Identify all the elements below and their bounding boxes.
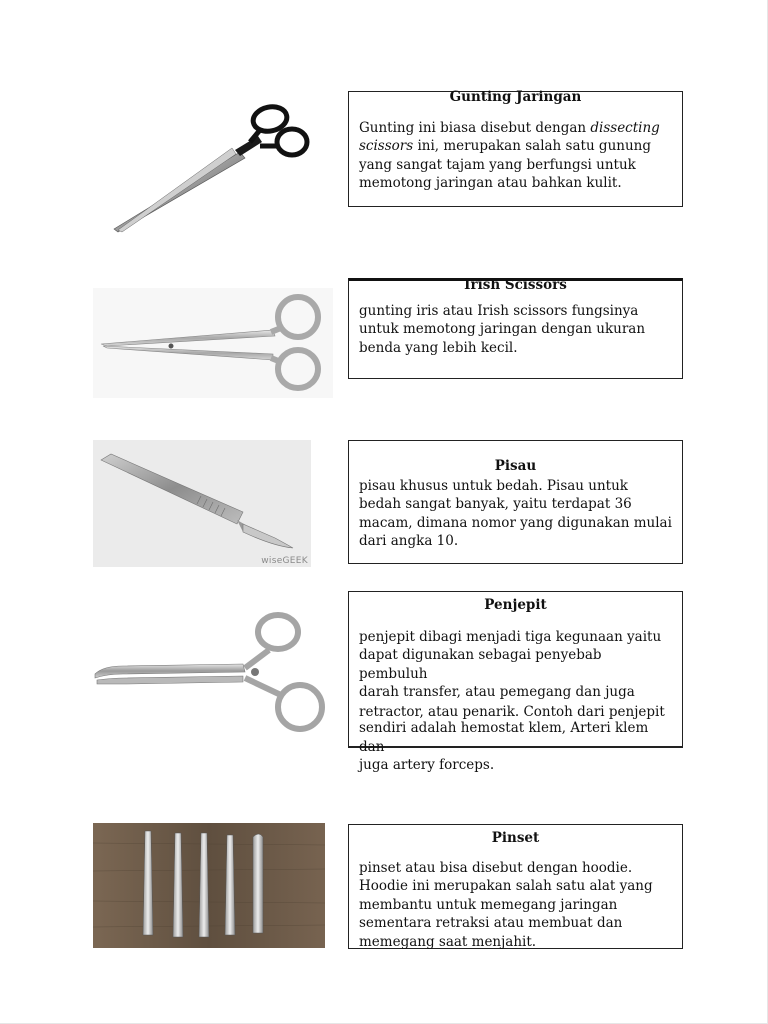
iris-scissors-image (93, 288, 333, 398)
item-description: pinset atau bisa disebut dengan hoodie. Hoodie ini merupakan salah satu alat yang membantu untuk memegang jaringan sementara retraksi atau membuat dan memegang saat menjahit. (359, 859, 653, 950)
hemostat-forceps-image (93, 608, 333, 738)
item-card-gunting-jaringan (348, 91, 683, 207)
item-card-penjepit (348, 591, 683, 773)
description-line: dapat digunakan sebagai penyebab pembuluh (359, 647, 602, 682)
description-line: retractor, atau penarik. Contoh dari penjepit (359, 703, 665, 720)
item-title: Gunting Jaringan (449, 89, 582, 105)
scalpel-image (93, 440, 311, 567)
item-title: Pinset (491, 830, 540, 846)
tweezers-set-image (93, 823, 325, 948)
item-description: Gunting ini biasa disebut dengan dissecting scissors ini, merupakan salah satu gunung yang sangat tajam yang berfungsi untuk memotong jaringan atau bahkan kulit. (359, 119, 660, 191)
dissecting-scissors-image (100, 96, 320, 241)
item-title: Irish Scissors (464, 277, 567, 293)
item-title: Pisau (494, 458, 537, 474)
item-description: gunting iris atau Irish scissors fungsinya untuk memotong jaringan dengan ukuran benda yang lebih kecil. (359, 302, 646, 356)
description-line: darah transfer, atau pemegang dan juga (359, 684, 635, 700)
item-title: Penjepit (484, 597, 547, 613)
description-line: penjepit dibagi menjadi tiga kegunaan yaitu (359, 628, 662, 645)
item-card-pisau (348, 440, 683, 564)
item-description (359, 628, 672, 775)
image-watermark: wiseGEEK (261, 556, 308, 566)
item-description: pisau khusus untuk bedah. Pisau untuk bedah sangat banyak, yaitu terdapat 36 macam, dimana nomor yang digunakan mulai dari angka 10. (359, 477, 672, 549)
description-line: sendiri adalah hemostat klem, Arteri klem dan (359, 720, 649, 755)
item-card-irish-scissors (348, 278, 683, 379)
item-card-pinset (348, 824, 683, 949)
description-line: juga artery forceps. (359, 757, 495, 773)
